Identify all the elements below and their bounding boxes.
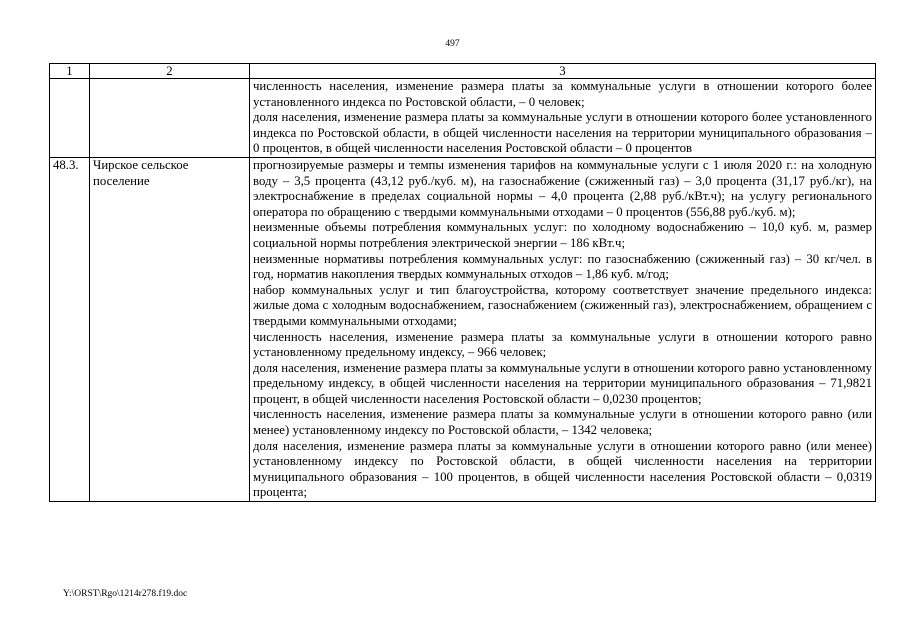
table-row <box>50 157 876 501</box>
description-cell <box>250 79 876 158</box>
paragraph: численность населения, изменение размера платы за коммунальные услуги в отношении которого более установленного индекса по Ростовской области, – 0 человек; <box>253 79 872 109</box>
table-header-row <box>50 64 876 79</box>
settlement-name-cell: Чирское сельское поселение <box>90 157 250 501</box>
paragraph: доля населения, изменение размера платы за коммунальные услуги в отношении которого равно (или менее) установленному индексу по Ростовской области, в общей численности населения на территории муниципального образования – 100 процентов, в общей численности населения Ростовской области – 0,0319 процента; <box>253 438 872 500</box>
file-path-footer: Y:\ORST\Rgo\1214r278.f19.doc <box>63 589 188 599</box>
table-row <box>50 79 876 158</box>
column-header-3: 3 <box>250 64 876 79</box>
tariff-table <box>49 63 876 502</box>
paragraph: доля населения, изменение размера платы за коммунальные услуги в отношении которого более установленного индекса по Ростовской области, в общей численности населения на территории муниципального образования – 0 процентов, в общей численности населения Ростовской области – 0 процентов <box>253 110 872 156</box>
page-number: 497 <box>445 39 460 49</box>
row-number-cell <box>50 79 90 158</box>
paragraph: неизменные нормативы потребления коммунальных услуг: по газоснабжению (сжиженный газ) – 30 кг/чел. в год, норматив накопления твердых коммунальных отходов – 1,86 куб. м/год; <box>253 251 872 282</box>
column-header-1: 1 <box>50 64 90 79</box>
paragraph: набор коммунальных услуг и тип благоустройства, которому соответствует значение предельного индекса: жилые дома с холодным водоснабжением, газоснабжением (сжиженный газ), электроснабжением, обращением с твердыми коммунальными отходами; <box>253 282 872 328</box>
paragraph: доля населения, изменение размера платы за коммунальные услуги в отношении которого равно установленному предельному индексу, в общей численности населения на территории муниципального образования – 71,9821 процент, в общей численности населения Ростовской области – 0,0230 процентов; <box>253 360 872 406</box>
settlement-name-cell <box>90 79 250 158</box>
row-number-cell: 48.3. <box>50 157 90 501</box>
description-cell <box>250 157 876 501</box>
paragraph: прогнозируемые размеры и темпы изменения тарифов на коммунальные услуги с 1 июля 2020 г.: на холодную воду – 3,5 процента (43,12 руб./куб. м), на газоснабжение (сжиженный газ) – 3,0 процента (31,17 руб./кг), на электроснабжение в пределах социальной нормы – 4,0 процента (2,88 руб./кВт.ч); на услугу регионального оператора по обращению с твердыми коммунальными отходами – 0 процентов (556,88 руб./куб. м); <box>253 157 872 219</box>
paragraph: численность населения, изменение размера платы за коммунальные услуги в отношении которого равно (или менее) установленному индексу по Ростовской области, – 1342 человека; <box>253 407 872 438</box>
column-header-2: 2 <box>90 64 250 79</box>
paragraph: численность населения, изменение размера платы за коммунальные услуги в отношении которого равно установленному предельному индексу, – 966 человек; <box>253 329 872 360</box>
paragraph: неизменные объемы потребления коммунальных услуг: по холодному водоснабжению – 10,0 куб. м, размер социальной нормы потребления электрической энергии – 186 кВт.ч; <box>253 220 872 250</box>
